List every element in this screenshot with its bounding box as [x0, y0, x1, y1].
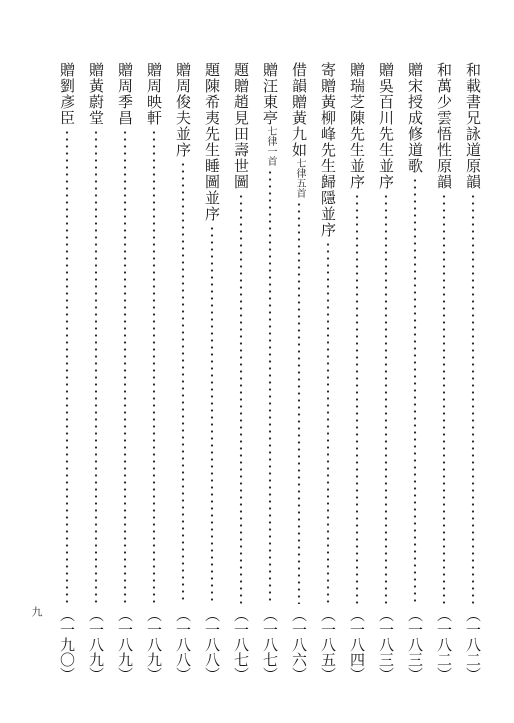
entry-page-number: （一八二）	[435, 607, 453, 682]
entry-title: 寄贈黃柳峰先生歸隱並序	[319, 62, 337, 238]
toc-entry	[170, 62, 196, 682]
dot-leader	[83, 129, 109, 604]
entry-title: 題陳希夷先生睡圖並序	[203, 62, 221, 222]
dot-leader	[228, 193, 254, 604]
dot-leader	[112, 129, 138, 604]
entry-title: 贈周俊夫並序	[174, 62, 192, 158]
entry-title: 和載書兄詠道原韻	[464, 62, 482, 190]
entry-title: 贈宋授成修道歌	[406, 62, 424, 174]
dot-leader	[460, 193, 486, 604]
dot-leader	[344, 193, 370, 604]
dot-leader	[402, 177, 428, 604]
page-number: 九	[30, 606, 43, 617]
dot-leader	[315, 241, 341, 604]
entry-title: 借韻贈黃九如	[290, 62, 308, 158]
toc-entry	[54, 62, 80, 682]
dot-leader	[170, 161, 196, 604]
dot-leader	[54, 129, 80, 604]
entry-title: 贈瑞芝陳先生並序	[348, 62, 366, 190]
dot-leader	[141, 129, 167, 604]
dot-leader	[431, 193, 457, 604]
entry-title: 贈吳百川先生並序	[377, 62, 395, 190]
entry-page-number: （一八九）	[87, 607, 105, 682]
toc-entry	[83, 62, 109, 682]
entry-page-number: （一八七）	[261, 607, 279, 682]
entry-title: 贈劉彥臣	[58, 62, 76, 126]
toc-entry	[286, 62, 312, 682]
dot-leader	[286, 201, 312, 604]
entry-page-number: （一八八）	[174, 607, 192, 682]
dot-leader	[257, 169, 283, 604]
dot-leader	[373, 193, 399, 604]
toc-entry	[112, 62, 138, 682]
entry-page-number: （一八九）	[145, 607, 163, 682]
entry-page-number: （一八三）	[377, 607, 395, 682]
entry-title: 贈汪東亭	[261, 62, 279, 126]
entry-page-number: （一八七）	[232, 607, 250, 682]
toc-entry	[228, 62, 254, 682]
entry-title: 和萬少雲悟性原韻	[435, 62, 453, 190]
toc-entry	[199, 62, 225, 682]
entry-title: 題贈趙見田壽世圖	[232, 62, 250, 190]
entry-title: 贈周映軒	[145, 62, 163, 126]
entry-page-number: （一八九）	[116, 607, 134, 682]
toc-entry	[257, 62, 283, 682]
entry-note: 七律一首	[265, 126, 276, 166]
entry-page-number: （一八三）	[406, 607, 424, 682]
toc-entry	[402, 62, 428, 682]
toc-entry	[344, 62, 370, 682]
entry-title: 贈黃蔚堂	[87, 62, 105, 126]
dot-leader	[199, 225, 225, 604]
toc-entry	[431, 62, 457, 682]
entry-page-number: （一八二）	[464, 607, 482, 682]
entry-page-number: （一八六）	[290, 607, 308, 682]
entry-page-number: （一八四）	[348, 607, 366, 682]
entry-title: 贈周季昌	[116, 62, 134, 126]
toc-entry	[141, 62, 167, 682]
entry-page-number: （一九〇）	[58, 607, 76, 682]
entry-note: 七律五首	[294, 158, 305, 198]
entry-page-number: （一八八）	[203, 607, 221, 682]
toc-entry	[373, 62, 399, 682]
entry-page-number: （一八五）	[319, 607, 337, 682]
toc-entry	[315, 62, 341, 682]
toc-entry	[460, 62, 486, 682]
